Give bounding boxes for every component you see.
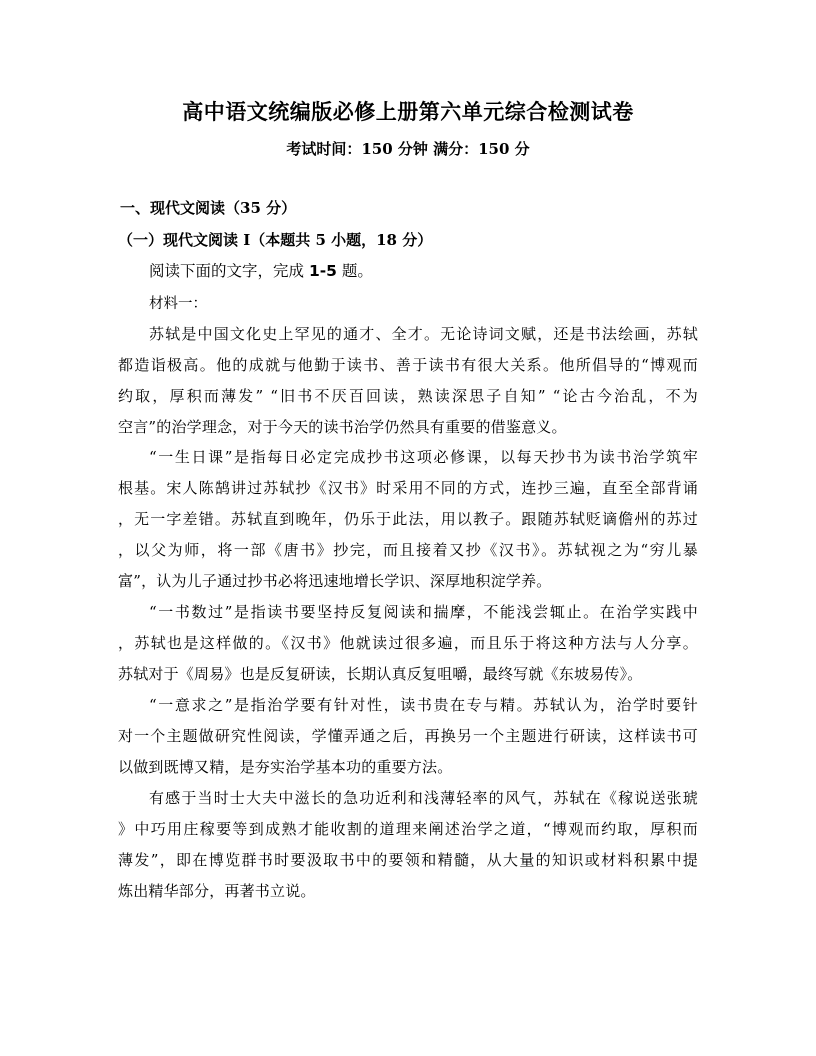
paragraph-5-line-2: 》中巧用庄稼要等到成熟才能收割的道理来阐述治学之道，“博观而约取，厚积而 xyxy=(118,820,698,838)
paragraph-2-line-3: ，无一字差错。苏轼直到晚年，仍乐于此法，用以教子。跟随苏轼贬谪儋州的苏过 xyxy=(118,510,698,528)
paragraph-3-line-2: ，苏轼也是这样做的。《汉书》他就读过很多遍，而且乐于将这种方法与人分享。 xyxy=(118,634,698,652)
exam-info: 考试时间：150 分钟 满分：150 分 xyxy=(286,140,530,158)
paragraph-1-line-1: 苏轼是中国文化史上罕见的通才、全才。无论诗词文赋，还是书法绘画，苏轼 xyxy=(149,325,698,343)
paragraph-5-line-3: 薄发”，即在博览群书时要汲取书中的要领和精髓，从大量的知识或材料积累中提 xyxy=(118,851,698,869)
paragraph-2-line-5: 富”，认为儿子通过抄书必将迅速地增长学识、深厚地积淀学养。 xyxy=(118,572,552,590)
paragraph-4-line-3: 以做到既博又精，是夯实治学基本功的重要方法。 xyxy=(118,758,453,776)
paragraph-1-line-3: 约取，厚积而薄发” “旧书不厌百回读，熟读深思子自知” “论古今治乱，不为 xyxy=(118,387,698,405)
subsection-heading: （一）现代文阅读 I（本题共 5 小题，18 分） xyxy=(118,231,433,249)
paragraph-5-line-4: 炼出精华部分，再著书立说。 xyxy=(118,882,316,900)
section-heading: 一、现代文阅读（35 分） xyxy=(120,199,297,217)
paragraph-1-line-4: 空言”的治学理念，对于今天的读书治学仍然具有重要的借鉴意义。 xyxy=(118,418,567,436)
paragraph-3-line-1: “一书数过”是指读书要坚持反复阅读和揣摩，不能浅尝辄止。在治学实践中 xyxy=(149,603,698,621)
paragraph-1-line-2: 都造诣极高。他的成就与他勤于读书、善于读书有很大关系。他所倡导的“博观而 xyxy=(118,356,698,374)
paragraph-2-line-4: ，以父为师，将一部《唐书》抄完，而且接着又抄《汉书》。苏轼视之为“穷儿暴 xyxy=(118,541,698,559)
paragraph-2-line-1: “一生日课”是指每日必定完成抄书这项必修课，以每天抄书为读书治学筑牢 xyxy=(149,448,698,466)
material-label: 材料一： xyxy=(149,296,207,312)
paragraph-5-line-1: 有感于当时士大夫中滋长的急功近利和浅薄轻率的风气，苏轼在《稼说送张琥 xyxy=(149,789,698,807)
paragraph-3-line-3: 苏轼对于《周易》也是反复研读，长期认真反复咀嚼，最终写就《东坡易传》。 xyxy=(118,665,643,683)
page-title: 高中语文统编版必修上册第六单元综合检测试卷 xyxy=(182,99,634,124)
instruction-prefix: 阅读下面的文字，完成 xyxy=(149,262,309,280)
paragraph-4-line-1: “一意求之”是指治学要有针对性，读书贵在专与精。苏轼认为，治学时要针 xyxy=(149,696,698,714)
paragraph-4-line-2: 对一个主题做研究性阅读，学懂弄通之后，再换另一个主题进行研读，这样读书可 xyxy=(118,727,698,745)
instruction-suffix: 题。 xyxy=(336,262,373,280)
reading-instruction xyxy=(149,259,373,281)
paragraph-2-line-2: 根基。宋人陈鹄讲过苏轼抄《汉书》时采用不同的方式，连抄三遍，直至全部背诵 xyxy=(118,479,698,497)
instruction-range: 1-5 xyxy=(308,262,337,280)
